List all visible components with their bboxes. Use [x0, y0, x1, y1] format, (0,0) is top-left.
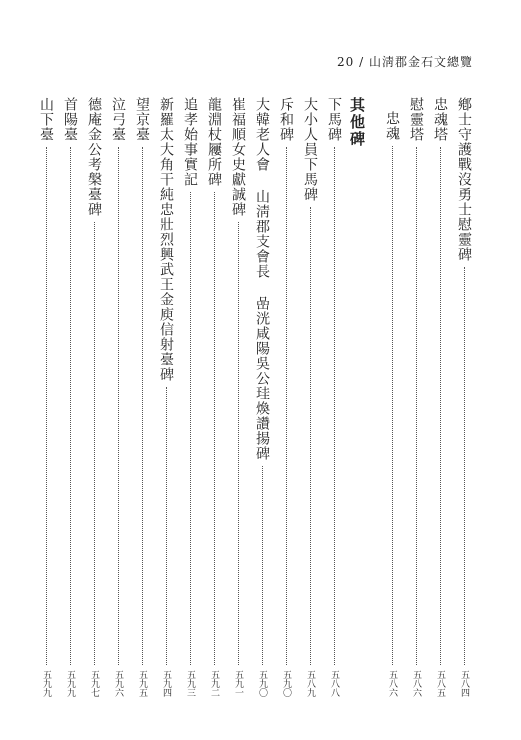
- leader-dots: [166, 387, 167, 665]
- toc-entry: [277, 97, 295, 697]
- page-header: 20 / 山淸郡金石文總覽: [337, 55, 473, 69]
- table-of-contents: [38, 97, 473, 697]
- entry-page: 五九六: [113, 670, 123, 697]
- toc-entry: [431, 97, 449, 697]
- entry-title: 崔福順女史獻誠碑: [230, 97, 246, 217]
- entry-page: 五八六: [411, 670, 421, 697]
- toc-entry: [253, 97, 271, 697]
- toc-entry: [157, 97, 175, 697]
- leader-dots: [94, 222, 95, 665]
- leader-dots: [440, 147, 441, 665]
- toc-entry: [37, 97, 55, 697]
- entry-page: 五八五: [435, 670, 445, 697]
- entry-page: 五八六: [387, 670, 397, 697]
- entry-page: 五八九: [305, 670, 315, 697]
- entry-title: 忠魂塔: [432, 97, 448, 142]
- entry-title: 忠魂: [384, 111, 400, 141]
- entry-title: 望京臺: [134, 97, 150, 142]
- toc-entry: [455, 97, 473, 697]
- entry-title: 德庵金公考槃臺碑: [86, 97, 102, 217]
- section-title: 其他碑: [348, 97, 366, 148]
- toc-entry: [109, 97, 127, 697]
- toc-entry: [133, 97, 151, 697]
- entry-title: 慰靈塔: [408, 97, 424, 142]
- entry-page: 五八四: [459, 670, 469, 697]
- leader-dots: [334, 147, 335, 665]
- entry-page: 五九〇: [281, 670, 291, 697]
- entry-page: 五九三: [185, 670, 195, 697]
- leader-dots: [238, 222, 239, 665]
- entry-title: 大小人員下馬碑: [302, 97, 318, 202]
- leader-dots: [286, 147, 287, 665]
- leader-dots: [70, 147, 71, 665]
- entry-page: 五九二: [209, 670, 219, 697]
- leader-dots: [310, 207, 311, 665]
- entry-title: 山下臺: [38, 97, 54, 142]
- toc-entry: [407, 97, 425, 697]
- entry-title: 龍淵杖屨所碑: [206, 97, 222, 187]
- entry-page: 五八八: [329, 670, 339, 697]
- entry-title: 泣弓臺: [110, 97, 126, 142]
- leader-dots: [142, 147, 143, 665]
- entry-title: 斥和碑: [278, 97, 294, 142]
- toc-entry: [301, 97, 319, 697]
- leader-dots: [392, 146, 393, 665]
- leader-dots: [262, 466, 263, 665]
- toc-entry: [325, 97, 343, 697]
- entry-title: 追孝始事實記: [182, 97, 198, 187]
- leader-dots: [118, 147, 119, 665]
- leader-dots: [46, 147, 47, 665]
- leader-dots: [464, 267, 465, 665]
- leader-dots: [190, 192, 191, 665]
- entry-page: 五九四: [161, 670, 171, 697]
- toc-entry: [383, 111, 401, 697]
- toc-entry: [229, 97, 247, 697]
- toc-entry: [205, 97, 223, 697]
- entry-title: 新羅太大角干純忠壯烈興武王金庾信射臺碑: [158, 97, 174, 382]
- toc-entry: [61, 97, 79, 697]
- leader-dots: [416, 147, 417, 665]
- entry-page: 五九九: [41, 670, 51, 697]
- leader-dots: [214, 192, 215, 665]
- entry-page: 五九九: [65, 670, 75, 697]
- toc-entry: [85, 97, 103, 697]
- entry-title: 下馬碑: [326, 97, 342, 142]
- entry-page: 五九五: [137, 670, 147, 697]
- entry-title: 鄕士守護戰沒勇士慰靈碑: [456, 97, 472, 262]
- entry-page: 五九一: [233, 670, 243, 697]
- entry-title: 首陽臺: [62, 97, 78, 142]
- entry-page: 五九七: [89, 670, 99, 697]
- entry-page: 五九〇: [257, 670, 267, 697]
- entry-title: 大韓老人會 山淸郡支會長 嵒洸咸陽吳公珪煥讚揚碑: [254, 97, 270, 461]
- toc-entry: [181, 97, 199, 697]
